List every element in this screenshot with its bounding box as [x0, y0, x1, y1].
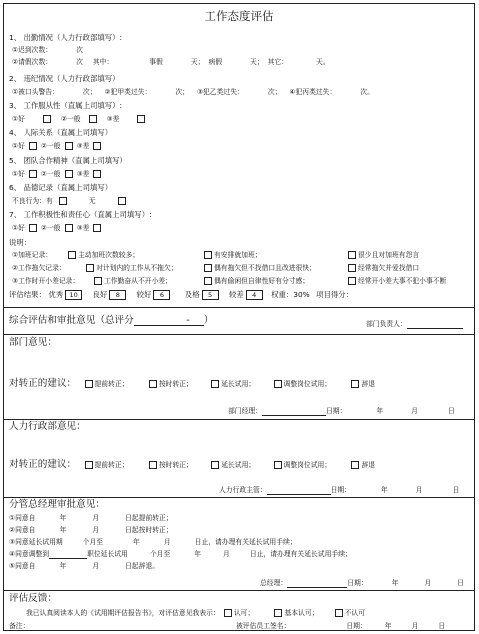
gm-l4-c: 个月至: [149, 550, 171, 558]
verbal-warning-unit: 次；: [82, 88, 97, 96]
class-a-label: ②犯甲类过失：: [104, 88, 152, 96]
relations-good-checkbox[interactable]: [29, 142, 37, 150]
feedback-remark: 备注：: [9, 622, 30, 630]
dept-ontime-checkbox[interactable]: [149, 380, 157, 388]
notes-row-slack: [12, 276, 79, 286]
hr-section: [4, 420, 474, 498]
slack-opt2-checkbox[interactable]: [204, 277, 212, 285]
gm-l2-month: 月: [92, 526, 100, 534]
feedback-sign-row: [236, 621, 445, 631]
gm-day: 日: [457, 579, 464, 587]
page-title: 工作态度评估: [204, 9, 274, 23]
discipline-heading: 2、 违纪情况（人力行政部填写）: [9, 74, 120, 83]
notes-row-slack-opt3: [348, 276, 446, 286]
dept-sign-row: [228, 406, 455, 416]
rating-pass-label: 及格: [184, 290, 200, 299]
teamwork-heading: 5、 团队合作精神（直属上司填写）: [9, 156, 127, 165]
delay-opt2-checkbox[interactable]: [204, 264, 212, 272]
class-c-label: ④犯丙类过失：: [289, 88, 337, 96]
gm-line-2: [9, 525, 173, 535]
initiative-heading: 7、 工作积极性和责任心（直属上司填写）:: [9, 210, 152, 219]
summary-section: [4, 308, 474, 335]
feedback-disagree-label: 不认可: [344, 609, 365, 617]
sick-day-unit: 天；: [250, 58, 264, 66]
signer-field[interactable]: [290, 621, 346, 631]
teamwork-average-label: ②一般: [40, 170, 61, 178]
hr-manager-field[interactable]: [267, 485, 331, 495]
hr-year: 年: [380, 486, 388, 494]
rating-weight: 权重：30%: [271, 290, 310, 299]
leave-unit: 次: [76, 58, 83, 66]
dept-early-label: 提前转正；: [94, 380, 129, 388]
delay-label: ②工作拖欠记录：: [12, 264, 66, 272]
gm-l2-end: 日起按时转正；: [125, 526, 173, 534]
hr-sign-row: [219, 485, 459, 495]
gm-l3-month: 月: [163, 538, 171, 546]
notes-row-overtime-opt3: [348, 250, 419, 260]
attendance-leave: [12, 57, 330, 67]
gm-sign-row: [260, 578, 464, 588]
dept-dismiss-label: 辞退: [361, 380, 376, 388]
delay-opt3-checkbox[interactable]: [348, 264, 356, 272]
relations-poor-label: ③差: [76, 142, 90, 150]
gm-manager-field[interactable]: [287, 578, 347, 588]
hr-month: 月: [415, 486, 423, 494]
dept-suggest-label: 对转正的建议：: [9, 378, 77, 389]
gm-position-field[interactable]: [49, 549, 87, 559]
verbal-warning-label: ①被口头警告：: [12, 88, 59, 96]
dept-ontime-label: 按时转正；: [158, 380, 193, 388]
gm-l1-a: ①同意自: [9, 514, 36, 522]
dept-extend-checkbox[interactable]: [211, 380, 219, 388]
feedback-heading: 评估反馈：: [9, 593, 57, 604]
hr-suggest-label: 对转正的建议：: [9, 459, 77, 470]
dept-early-checkbox[interactable]: [85, 380, 93, 388]
dept-heading: 部门意见：: [9, 337, 57, 348]
feedback-disagree-checkbox[interactable]: [335, 609, 343, 617]
rating-label: 评估结果：: [9, 290, 46, 299]
feedback-year: 年: [384, 622, 392, 630]
dept-head-label: 部门负责人：: [366, 320, 407, 328]
slack-opt2-label: 偶有偷闲但自律性好有分寸感；: [214, 277, 310, 285]
morality-options: [12, 196, 128, 206]
delay-opt3-label: 经常拖欠并爱找借口: [358, 264, 420, 272]
dept-head-field[interactable]: [407, 319, 463, 329]
overtime-label: ①加班记录：: [12, 251, 53, 259]
misconduct-yes-checkbox[interactable]: [59, 197, 67, 205]
hr-dismiss-checkbox[interactable]: [351, 461, 359, 469]
feedback-date-label: 日期：: [346, 622, 367, 630]
morality-heading: 6、 品德记录（直属上司填写）: [9, 183, 113, 192]
notes-row-slack-opt2: [204, 276, 309, 286]
rating-fair-box[interactable]: 6: [153, 290, 170, 300]
dept-day: 日: [447, 407, 455, 415]
gm-l3-year: 年: [133, 538, 140, 546]
dept-dismiss-checkbox[interactable]: [351, 380, 359, 388]
gm-line-4: [9, 549, 352, 559]
gm-l3-end: 日止，请办理有关延长试用手续；: [194, 538, 297, 546]
feedback-agree-checkbox[interactable]: [224, 609, 232, 617]
overtime-opt2-label: 有安排就加班；: [214, 251, 262, 259]
gm-l5-a: ⑤同意自: [9, 562, 36, 570]
gm-l2-year: 年: [59, 526, 67, 534]
gm-l3-b: 个月至: [82, 538, 104, 546]
rating-excellent-label: 优秀: [48, 290, 64, 299]
rating-good-box[interactable]: 8: [109, 290, 126, 300]
hr-date-label: 日期：: [330, 486, 351, 494]
evaluation-form: [3, 3, 475, 631]
gm-l4-year: 年: [194, 550, 202, 558]
gm-l4-month: 月: [223, 550, 230, 558]
dept-suggest-row: [9, 379, 375, 389]
gm-line-1: [9, 513, 173, 523]
hr-extend-checkbox[interactable]: [211, 461, 219, 469]
feedback-agree-label: 认可；: [233, 609, 255, 617]
gm-l4-b: 职位延长试用: [87, 550, 128, 558]
teamwork-poor-checkbox[interactable]: [93, 170, 101, 178]
slack-label: ③工作时开小差记录：: [12, 277, 80, 285]
dept-section: [4, 335, 474, 420]
obedience-good-checkbox[interactable]: [43, 115, 51, 123]
dept-date-label: 日期：: [325, 407, 347, 415]
dept-extend-label: 延长试用；: [221, 380, 256, 388]
initiative-average-label: ②一般: [40, 224, 61, 232]
attendance-heading: 1、 出勤情况（人力行政部填写）:: [9, 33, 123, 42]
rating-excellent-box[interactable]: 10: [65, 290, 82, 300]
hr-ontime-label: 按时转正；: [158, 461, 193, 469]
feedback-basic-checkbox[interactable]: [274, 609, 282, 617]
score-dash: -: [186, 315, 190, 326]
obedience-poor-checkbox[interactable]: [137, 115, 145, 123]
notes-row-overtime-opt2: [204, 250, 262, 260]
initiative-good-checkbox[interactable]: [29, 224, 37, 232]
gm-heading: 分管总经理审批意见：: [9, 499, 105, 510]
overtime-opt3-checkbox[interactable]: [348, 251, 356, 259]
relations-poor-checkbox[interactable]: [93, 142, 101, 150]
feedback-section: [4, 591, 474, 632]
summary-label: [9, 316, 213, 326]
rating-pass-box[interactable]: 5: [202, 290, 219, 300]
attendance-late: [12, 45, 83, 55]
initiative-poor-label: ③差: [76, 224, 90, 232]
late-label: ①迟到次数：: [12, 46, 53, 54]
hr-manager-label: 人力行政主管：: [219, 486, 267, 494]
delay-opt1-checkbox[interactable]: [86, 264, 94, 272]
teamwork-poor-label: ③差: [76, 170, 90, 178]
misconduct-none-checkbox[interactable]: [118, 197, 126, 205]
slack-opt1-checkbox[interactable]: [94, 277, 102, 285]
signer-label: 被评估员工签名：: [236, 622, 291, 630]
dept-head-row: [366, 319, 463, 329]
slack-opt3-checkbox[interactable]: [348, 277, 356, 285]
gm-month: 月: [424, 579, 432, 587]
rating-poor-label: 较差: [228, 290, 244, 299]
hr-extend-label: 延长试用；: [221, 461, 256, 469]
delay-opt1-label: 对计划内的工作从不拖欠；: [96, 264, 178, 272]
gm-line-5: [9, 561, 159, 571]
relations-options: [12, 141, 103, 151]
feedback-text: 我已认真阅读本人的《试用期评估报告书》，对评估意见我表示：: [26, 609, 220, 617]
class-b-label: ③犯乙类过失：: [196, 88, 244, 96]
dept-adjust-label: 调整岗位试用；: [283, 380, 332, 388]
hr-dismiss-label: 辞退: [361, 461, 376, 469]
notes-row-delay-opt1: [86, 263, 178, 273]
teamwork-good-checkbox[interactable]: [29, 170, 37, 178]
relations-heading: 4、 人际关系（直属上司填写）: [9, 128, 113, 137]
total-score-field[interactable]: [134, 316, 204, 326]
among-label: 其中：: [92, 58, 114, 66]
initiative-good-label: ①好: [12, 224, 25, 232]
gm-section: [4, 498, 474, 591]
overtime-opt1-checkbox[interactable]: [68, 251, 76, 259]
dept-manager-label: 部门经理：: [228, 407, 262, 415]
dept-month: 月: [411, 407, 418, 415]
notes-row-slack-opt1: [94, 276, 172, 286]
gm-l4-end: 日止，请办理有关延长试用手续；: [249, 550, 352, 558]
gm-l1-end: 日起提前转正；: [125, 514, 173, 522]
misconduct-none-label: 无: [88, 197, 96, 205]
rating-fair-label: 较好: [136, 290, 152, 299]
obedience-heading: 3、 工作服从性（直属上司填写）:: [9, 101, 123, 110]
gm-date-label: 日期：: [347, 579, 368, 587]
class-a-unit: 次；: [175, 88, 189, 96]
overtime-opt3-label: 很少且对加班有怨言: [358, 251, 420, 259]
gm-l3-a: ③同意延长试用期: [9, 538, 63, 546]
hr-suggest-row: [9, 460, 375, 470]
hr-ontime-checkbox[interactable]: [149, 461, 157, 469]
sick-leave-label: 病假: [208, 58, 223, 66]
slack-opt3-label: 经常开小差大事不犯小事不断: [358, 277, 447, 285]
hr-heading: 人力行政部意见：: [9, 421, 86, 432]
overtime-opt1-label: 主动加班次数较多；: [78, 251, 140, 259]
hr-adjust-checkbox[interactable]: [274, 461, 282, 469]
gm-l5-year: 年: [59, 562, 67, 570]
initiative-average-checkbox[interactable]: [65, 224, 73, 232]
attitude-section: [4, 4, 474, 308]
teamwork-good-label: ①好: [12, 170, 25, 178]
notes-row-delay-opt2: [204, 263, 316, 273]
personal-day-unit: 天；: [190, 58, 205, 66]
other-leave-label: 其它：: [267, 58, 289, 66]
rating-poor-box[interactable]: 4: [246, 290, 263, 300]
discipline-row: [12, 87, 374, 97]
gm-l5-month: 月: [92, 562, 100, 570]
gm-l1-year: 年: [59, 514, 67, 522]
late-unit: 次: [76, 46, 83, 54]
obedience-average-label: ②一般: [60, 115, 81, 123]
other-day-unit: 天。: [316, 58, 330, 66]
gm-l2-a: ②同意自: [9, 526, 36, 534]
relations-average-checkbox[interactable]: [65, 142, 73, 150]
summary-title: 综合评估和审批意见（总评分: [9, 315, 134, 326]
hr-day: 日: [452, 486, 460, 494]
dept-manager-field[interactable]: [262, 406, 326, 416]
feedback-month: 月: [411, 622, 419, 630]
dept-adjust-checkbox[interactable]: [274, 380, 282, 388]
gm-manager-label: 总经理：: [260, 579, 288, 587]
gm-l1-month: 月: [92, 514, 100, 522]
leave-label: ②请假次数：: [12, 58, 53, 66]
overtime-opt2-checkbox[interactable]: [204, 251, 212, 259]
notes-row-overtime: [12, 250, 52, 260]
feedback-day: 日: [438, 622, 446, 630]
personal-leave-label: 事假: [149, 58, 163, 66]
hr-early-checkbox[interactable]: [85, 461, 93, 469]
dept-year: 年: [376, 407, 384, 415]
obedience-average-checkbox[interactable]: [89, 115, 97, 123]
rating-row: [9, 290, 353, 300]
relations-good-label: ①好: [12, 142, 25, 150]
notes-row-overtime-opt1: [68, 250, 139, 260]
initiative-poor-checkbox[interactable]: [93, 224, 101, 232]
hr-early-label: 提前转正；: [94, 461, 129, 469]
obedience-options: [12, 114, 147, 124]
hr-adjust-label: 调整岗位试用；: [283, 461, 332, 469]
rating-score-label: 项目得分：: [316, 290, 354, 299]
feedback-basic-label: 基本认可；: [284, 609, 319, 617]
delay-opt2-label: 偶有拖欠但不找借口且改进很快；: [214, 264, 316, 272]
gm-line-3: [9, 537, 297, 547]
slack-opt1-label: 工作勤奋从不开小差；: [104, 277, 172, 285]
notes-row-delay-opt3: [348, 263, 419, 273]
obedience-poor-label: ③差: [106, 115, 120, 123]
gm-l4-a: ④同意调整到: [9, 550, 50, 558]
obedience-good-label: ①好: [12, 115, 25, 123]
rating-good-label: 良好: [92, 290, 108, 299]
summary-close: ）: [203, 315, 214, 326]
gm-l5-end: 日起辞退。: [125, 562, 160, 570]
teamwork-options: [12, 169, 103, 179]
misconduct-yes-label: 不良行为：有: [12, 197, 53, 205]
notes-row-delay: [12, 263, 66, 273]
gm-year: 年: [391, 579, 399, 587]
initiative-options: [12, 223, 103, 233]
teamwork-average-checkbox[interactable]: [65, 170, 73, 178]
class-b-unit: 次；: [267, 88, 282, 96]
feedback-text-row: [26, 608, 365, 618]
relations-average-label: ②一般: [40, 142, 61, 150]
class-c-unit: 次。: [360, 88, 374, 96]
notes-heading: 说明：: [9, 238, 32, 247]
